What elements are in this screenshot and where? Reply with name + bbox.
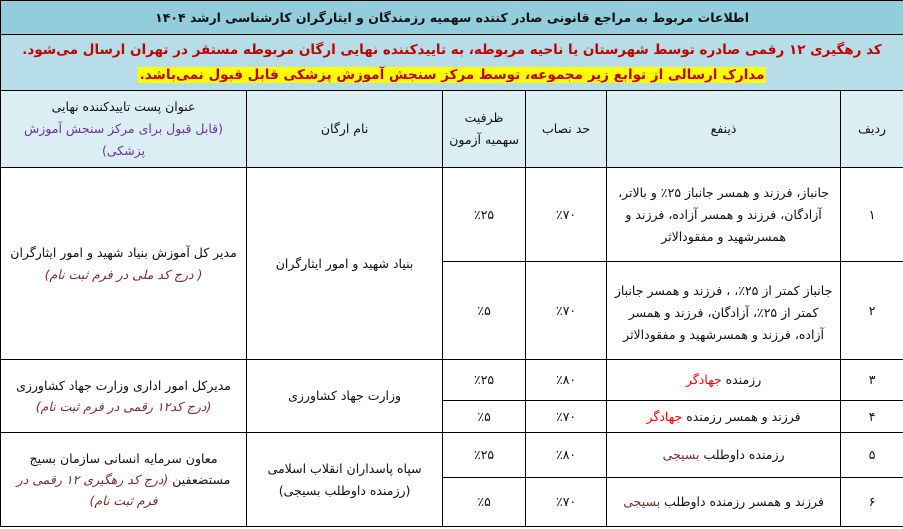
capacity-cell: ٪۵ xyxy=(443,401,526,433)
page-title: اطلاعات مربوط به مراجع قانونی صادر کننده سهمیه رزمندگان و ایثارگران کارشناسی ارشد ۱۴۰۴ xyxy=(1,1,903,35)
beneficiary-cell xyxy=(607,360,841,401)
capacity-cell: ٪۲۵ xyxy=(443,168,526,262)
beneficiary-cell xyxy=(607,401,841,433)
organization-name: سپاه پاسداران انقلاب اسلامی xyxy=(267,460,422,476)
threshold-cell: ٪۸۰ xyxy=(526,360,607,401)
organization-cell: بنیاد شهید و امور ایثارگران xyxy=(247,168,443,360)
approver-note: (درج کد رهگیری ۱۲ رقمی در فرم ثبت نام) xyxy=(16,472,169,508)
approver-cell xyxy=(1,433,247,527)
beneficiary-cell: جانباز کمتر از ۲۵٪، ، فرزند و همسر جانباز کمتر از ۲۵٪، آزادگان، فرزند و همسر آزاده، فرزند و همسرشهید و مفقودالاثر xyxy=(607,262,841,360)
approver-title: مدیر کل آموزش بنیاد شهید و امور ایثارگران xyxy=(10,244,237,260)
beneficiary-highlight: جهادگر xyxy=(685,372,722,387)
beneficiary-text: رزمنده xyxy=(725,372,762,387)
approver-note: ( درج کد ملی در فرم ثبت نام) xyxy=(44,266,203,282)
beneficiary-text: فرزند و همسر رزمنده داوطلب xyxy=(664,494,824,509)
approver-cell xyxy=(1,168,247,360)
header-threshold: حد نصاب xyxy=(526,91,607,168)
capacity-cell: ٪۵ xyxy=(443,262,526,360)
threshold-cell: ٪۷۰ xyxy=(526,262,607,360)
beneficiary-text: رزمنده داوطلب xyxy=(703,447,785,462)
beneficiary-cell xyxy=(607,478,841,527)
approver-cell xyxy=(1,360,247,433)
beneficiary-cell xyxy=(607,433,841,478)
row-number: ۲ xyxy=(841,262,903,360)
capacity-cell: ٪۲۵ xyxy=(443,433,526,478)
beneficiary-cell: جانباز، فرزند و همسر جانباز ۲۵٪ و بالاتر، آزادگان، فرزند و همسر آزاده، فرزند و همسرشهید و مفقودالاثر xyxy=(607,168,841,262)
notice-tracking-code: کد رهگیری ۱۲ رقمی صادره توسط شهرستان یا ناحیه مربوطه، به تاییدکننده نهایی ارگان مربوطه مستقر در تهران ارسال می‌شود. xyxy=(22,41,882,58)
row-number: ۳ xyxy=(841,360,903,401)
row-number: ۵ xyxy=(841,433,903,478)
beneficiary-text: فرزند و همسر رزمنده xyxy=(686,408,801,424)
organization-subtitle: (رزمنده داوطلب بسیجی) xyxy=(278,482,411,498)
table-header-row xyxy=(1,91,903,168)
header-capacity: ظرفیت سهمیه آزمون xyxy=(443,91,526,168)
table-row xyxy=(1,168,903,262)
header-approver-subtitle: (قابل قبول برای مرکز سنجش آموزش پزشکی) xyxy=(24,121,224,158)
threshold-cell: ٪۷۰ xyxy=(526,401,607,433)
notice-row xyxy=(1,35,903,91)
beneficiary-highlight: بسیجی xyxy=(623,494,661,509)
threshold-cell: ٪۸۰ xyxy=(526,433,607,478)
header-approver-title: عنوان پست تاییدکننده نهایی xyxy=(51,99,196,114)
beneficiary-highlight: بسیجی xyxy=(662,447,700,462)
organization-cell xyxy=(247,433,443,527)
header-beneficiary: ذینفع xyxy=(607,91,841,168)
table-row xyxy=(1,433,903,478)
row-number: ۴ xyxy=(841,401,903,433)
approver-title: مدیرکل امور اداری وزارت جهاد کشاورزی xyxy=(16,378,231,393)
header-approver xyxy=(1,91,247,168)
capacity-cell: ٪۲۵ xyxy=(443,360,526,401)
approver-note: (درج کد۱۲ رقمی در فرم ثبت نام) xyxy=(35,399,212,414)
header-row-number: ردیف xyxy=(841,91,903,168)
capacity-cell: ٪۵ xyxy=(443,478,526,527)
approver-title: معاون سرمایه انسانی سازمان بسیج مستضعفین xyxy=(29,451,231,487)
row-number: ۶ xyxy=(841,478,903,527)
header-organization: نام ارگان xyxy=(247,91,443,168)
beneficiary-highlight: جهادگر xyxy=(646,408,683,424)
table-row xyxy=(1,360,903,401)
title-row xyxy=(1,1,903,35)
organization-cell: وزارت جهاد کشاورزی xyxy=(247,360,443,433)
threshold-cell: ٪۷۰ xyxy=(526,478,607,527)
notice-subsidiary-warning: مدارک ارسالی از توابع زیر مجموعه، توسط مرکز سنجش آموزش پزشکی قابل قبول نمی‌باشد. xyxy=(139,66,765,83)
row-number: ۱ xyxy=(841,168,903,262)
threshold-cell: ٪۷۰ xyxy=(526,168,607,262)
notice-cell xyxy=(1,35,903,91)
